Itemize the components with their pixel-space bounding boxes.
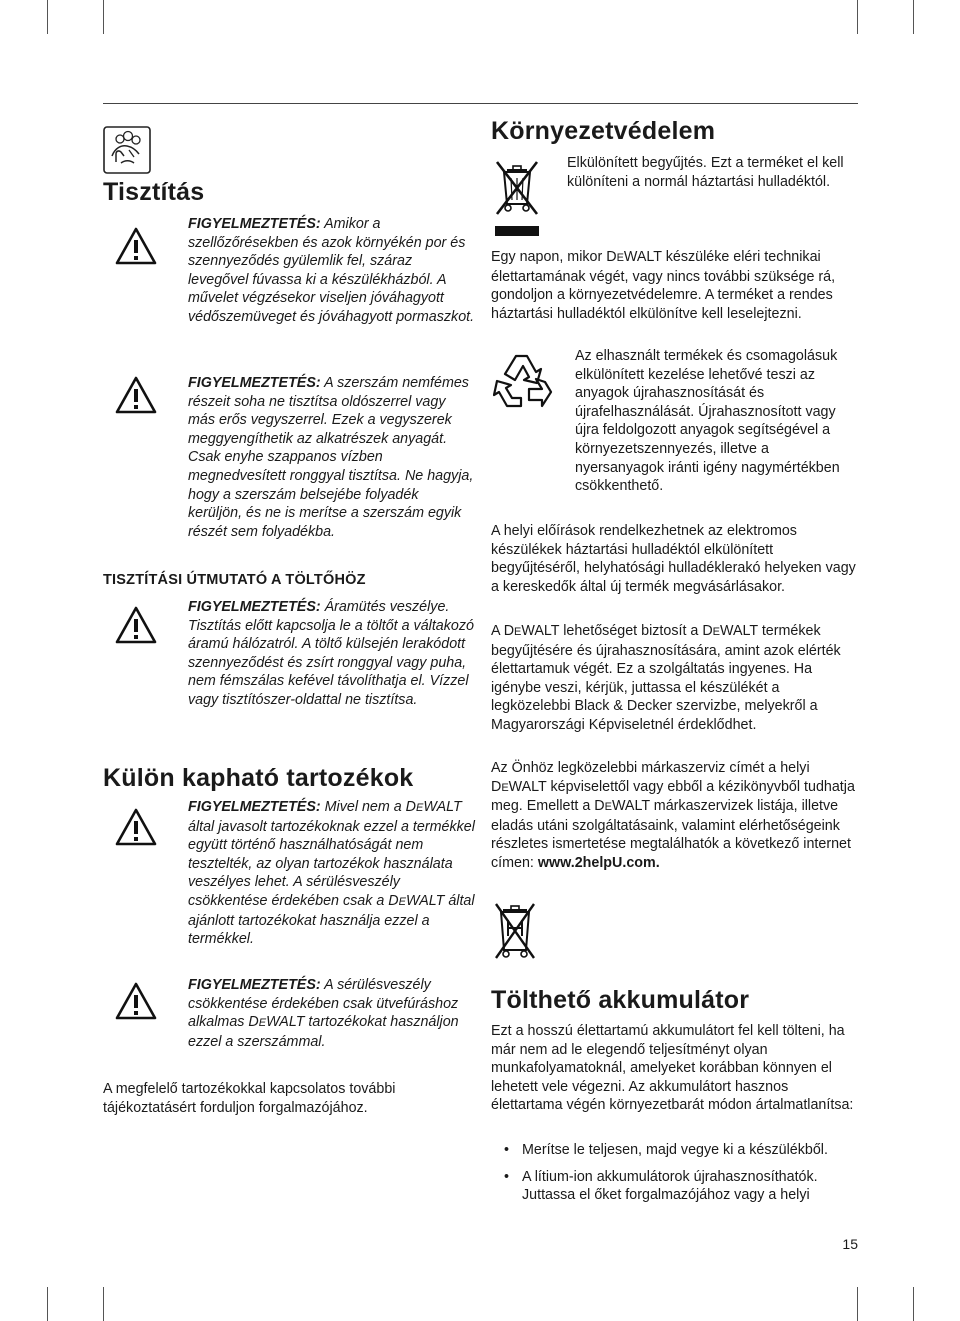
warning-body: A sérülésveszély csökkentése érdekében csak ütvefúráshoz alkalmas D <box>188 977 459 1031</box>
environment-paragraph-1 <box>491 248 859 323</box>
warning-body: Amikor a szellőzőrésekben és azok környékén por és szennyeződés gyülemlik fel, száraz levegővel fúvassa ki a készülékházból. A művelet végzésekor viseljen jóváhagyott védőszemüveget és jóváhagyott pormaszkot. <box>188 216 475 325</box>
brand-small-cap: E <box>501 781 509 794</box>
warning-body: A szerszám nemfémes részeit soha ne tisztítsa oldószerrel vagy más erős vegyszerrel. Ezek a vegyszerek meggyengíthetik az alkatrészek anyagát. Csak enyhe szappanos vízben megnedvesített ronggyal tisztítsa. Ne hagyja, hogy a szerszám belsejébe folyadék kerüljön, és ne is merítse a szerszám egyik részét sem folyadékba. <box>188 375 474 540</box>
warning-triangle-icon <box>115 606 157 644</box>
environment-title: Környezetvédelem <box>491 117 716 145</box>
brand-small-cap: E <box>514 626 522 638</box>
warning-label: FIGYELMEZTETÉS: <box>188 977 321 993</box>
warning-triangle-icon <box>115 376 157 414</box>
text: WALT képviselettől vagy ebből a kézikönyvből tudhatja meg. Emellett a D <box>491 778 855 815</box>
warning-body: WALT tartozékokat használjon ezzel a szerszámmal. <box>188 1014 459 1050</box>
crossed-out-bin-icon <box>493 156 541 240</box>
warning-text <box>188 374 476 541</box>
crossed-bin-battery-icon <box>493 902 537 962</box>
text: . <box>655 854 660 871</box>
warning-label: FIGYELMEZTETÉS: <box>188 375 321 391</box>
warning-text <box>188 598 476 710</box>
crop-mark <box>47 1287 48 1321</box>
battery-paragraph: Ezt a hosszú élettartamú akkumulátort fel kell tölteni, ha már nem ad le elegendő teljesítményt olyan munkafolyamatoknál, amelyeket korábban könnyen el lehetett vele végezni. Az akkumulátort hasznos élettartama végén környezetbarát módon ártalmatlanítsa: <box>491 1023 854 1114</box>
warning-text <box>188 976 476 1051</box>
separate-collection-text: Elkülönített begyűjtés. Ezt a terméket el kell különíteni a normál háztartási hulladéktól. <box>567 155 844 190</box>
warning-triangle-icon <box>115 982 157 1020</box>
hand-cleaning-icon <box>103 126 151 174</box>
warning-body: WALT által ajánlott tartozékokat használja ezzel a termékkel. <box>188 892 475 948</box>
cleaning-warning-2 <box>103 374 475 564</box>
text: WALT márkaszervizek listája, illetve eladás utáni szolgáltatásaink, valamint elérhetőségeink részletes ismertetése megtalálhatók a következő internet címen: <box>491 798 851 871</box>
crop-mark <box>857 0 858 34</box>
crop-mark <box>103 1287 104 1321</box>
service-url[interactable]: www.2helpU.com <box>537 854 656 871</box>
warning-text <box>188 215 476 327</box>
charger-cleaning-heading: TISZTÍTÁSI ÚTMUTATÓ A TÖLTŐHÖZ <box>103 572 366 588</box>
charger-warning <box>103 598 475 748</box>
accessories-warning-1 <box>103 798 475 973</box>
brand-small-cap: E <box>604 801 612 814</box>
warning-triangle-icon <box>115 808 157 846</box>
text: WALT készüléke eléri technikai élettartamának végét, vagy nincs további szüksége rá, gondoljon a környezetvédelemre. A terméket a rendes háztartási hulladéktól elkülönítve kell leselejtezni. <box>491 249 836 322</box>
warning-label: FIGYELMEZTETÉS: <box>188 216 321 232</box>
warning-body: Áramütés veszélye. Tisztítás előtt kapcsolja le a töltőt a váltakozó áramú hálózatról. A töltő külsején lerakódott szennyeződést és zsírt ronggyal vagy puha, nem fémszálas kefével távolíthatja el. Vízzel vagy tisztítószer-oldattal ne tisztítsa. <box>188 599 474 708</box>
list-item: • Merítse le teljesen, majd vegye ki a készülékből. <box>491 1141 859 1160</box>
recycle-icon <box>493 350 557 410</box>
text: Egy napon, mikor D <box>491 249 617 265</box>
warning-label: FIGYELMEZTETÉS: <box>188 599 321 615</box>
environment-paragraph-3 <box>491 622 859 735</box>
text: WALT termékek begyűjtésére és újrahasznosítására, amint azok elérték élettartamuk végét. Ez a szolgáltatás ingyenes. Ha igénybe veszi, kérjük, juttassa el készülékét a legközelebbi Black & Decker szervizbe, melyekről a Magyarországi Képviseletnél érdeklődhet. <box>491 623 841 733</box>
battery-title: Tölthető akkumulátor <box>491 986 750 1014</box>
text: WALT lehetőséget biztosít a D <box>521 623 713 639</box>
crop-mark <box>857 1287 858 1321</box>
page-number: 15 <box>842 1236 858 1252</box>
text: Az Önhöz legközelebbi márkaszerviz címét a helyi D <box>491 760 810 795</box>
battery-bullet-list <box>491 1141 859 1213</box>
recycle-text: Az elhasznált termékek és csomagolásuk elkülönített kezelése lehetővé teszi az anyagok újrahasznosítását és újrafelhasználását. Újrahasznosított vagy újra feldolgozott anyagok segítségével a környezetszennyezés, illetve a nyersanyagok iránti igény nagymértékben csökkenthető. <box>575 348 840 495</box>
cleaning-warning-1 <box>103 215 475 365</box>
crop-mark <box>913 1287 914 1321</box>
environment-paragraph-4 <box>491 759 859 873</box>
brand-small-cap: E <box>416 802 424 814</box>
crop-mark <box>913 0 914 34</box>
accessories-footer-text: A megfelelő tartozékokkal kapcsolatos további tájékoztatásért forduljon forgalmazójához. <box>103 1081 396 1116</box>
cleaning-title: Tisztítás <box>103 178 205 206</box>
warning-label: FIGYELMEZTETÉS: <box>188 799 321 815</box>
crop-mark <box>103 0 104 34</box>
text: A D <box>491 623 515 639</box>
warning-text <box>188 798 476 949</box>
warning-body: WALT által javasolt tartozékoknak ezzel a termékkel együtt történő használhatóságát nem tesztelték, az olyan tartozékok használata veszélyes lehet. A sérülésveszély csökkentése érdekében csak a D <box>188 799 475 909</box>
brand-small-cap: E <box>712 626 720 638</box>
list-item: • A lítium-ion akkumulátorok újrahasznosíthatók. Juttassa el őket forgalmazójához vagy a helyi <box>491 1168 859 1205</box>
brand-small-cap: E <box>398 895 406 908</box>
brand-small-cap: E <box>616 252 624 264</box>
accessories-warning-2 <box>103 976 475 1076</box>
accessories-title: Külön kapható tartozékok <box>103 764 414 792</box>
warning-body: Mivel nem a D <box>320 799 416 815</box>
crop-mark <box>47 0 48 34</box>
brand-small-cap: E <box>258 1017 267 1030</box>
warning-triangle-icon <box>115 227 157 265</box>
header-rule <box>103 103 858 104</box>
environment-paragraph-2: A helyi előírások rendelkezhetnek az elektromos készülékek háztartási hulladéktól elkülönített begyűjtéséről, helyhatósági hulladéklerakó helyeken vagy a kereskedők által új termék megvásárlásakor. <box>491 523 856 595</box>
